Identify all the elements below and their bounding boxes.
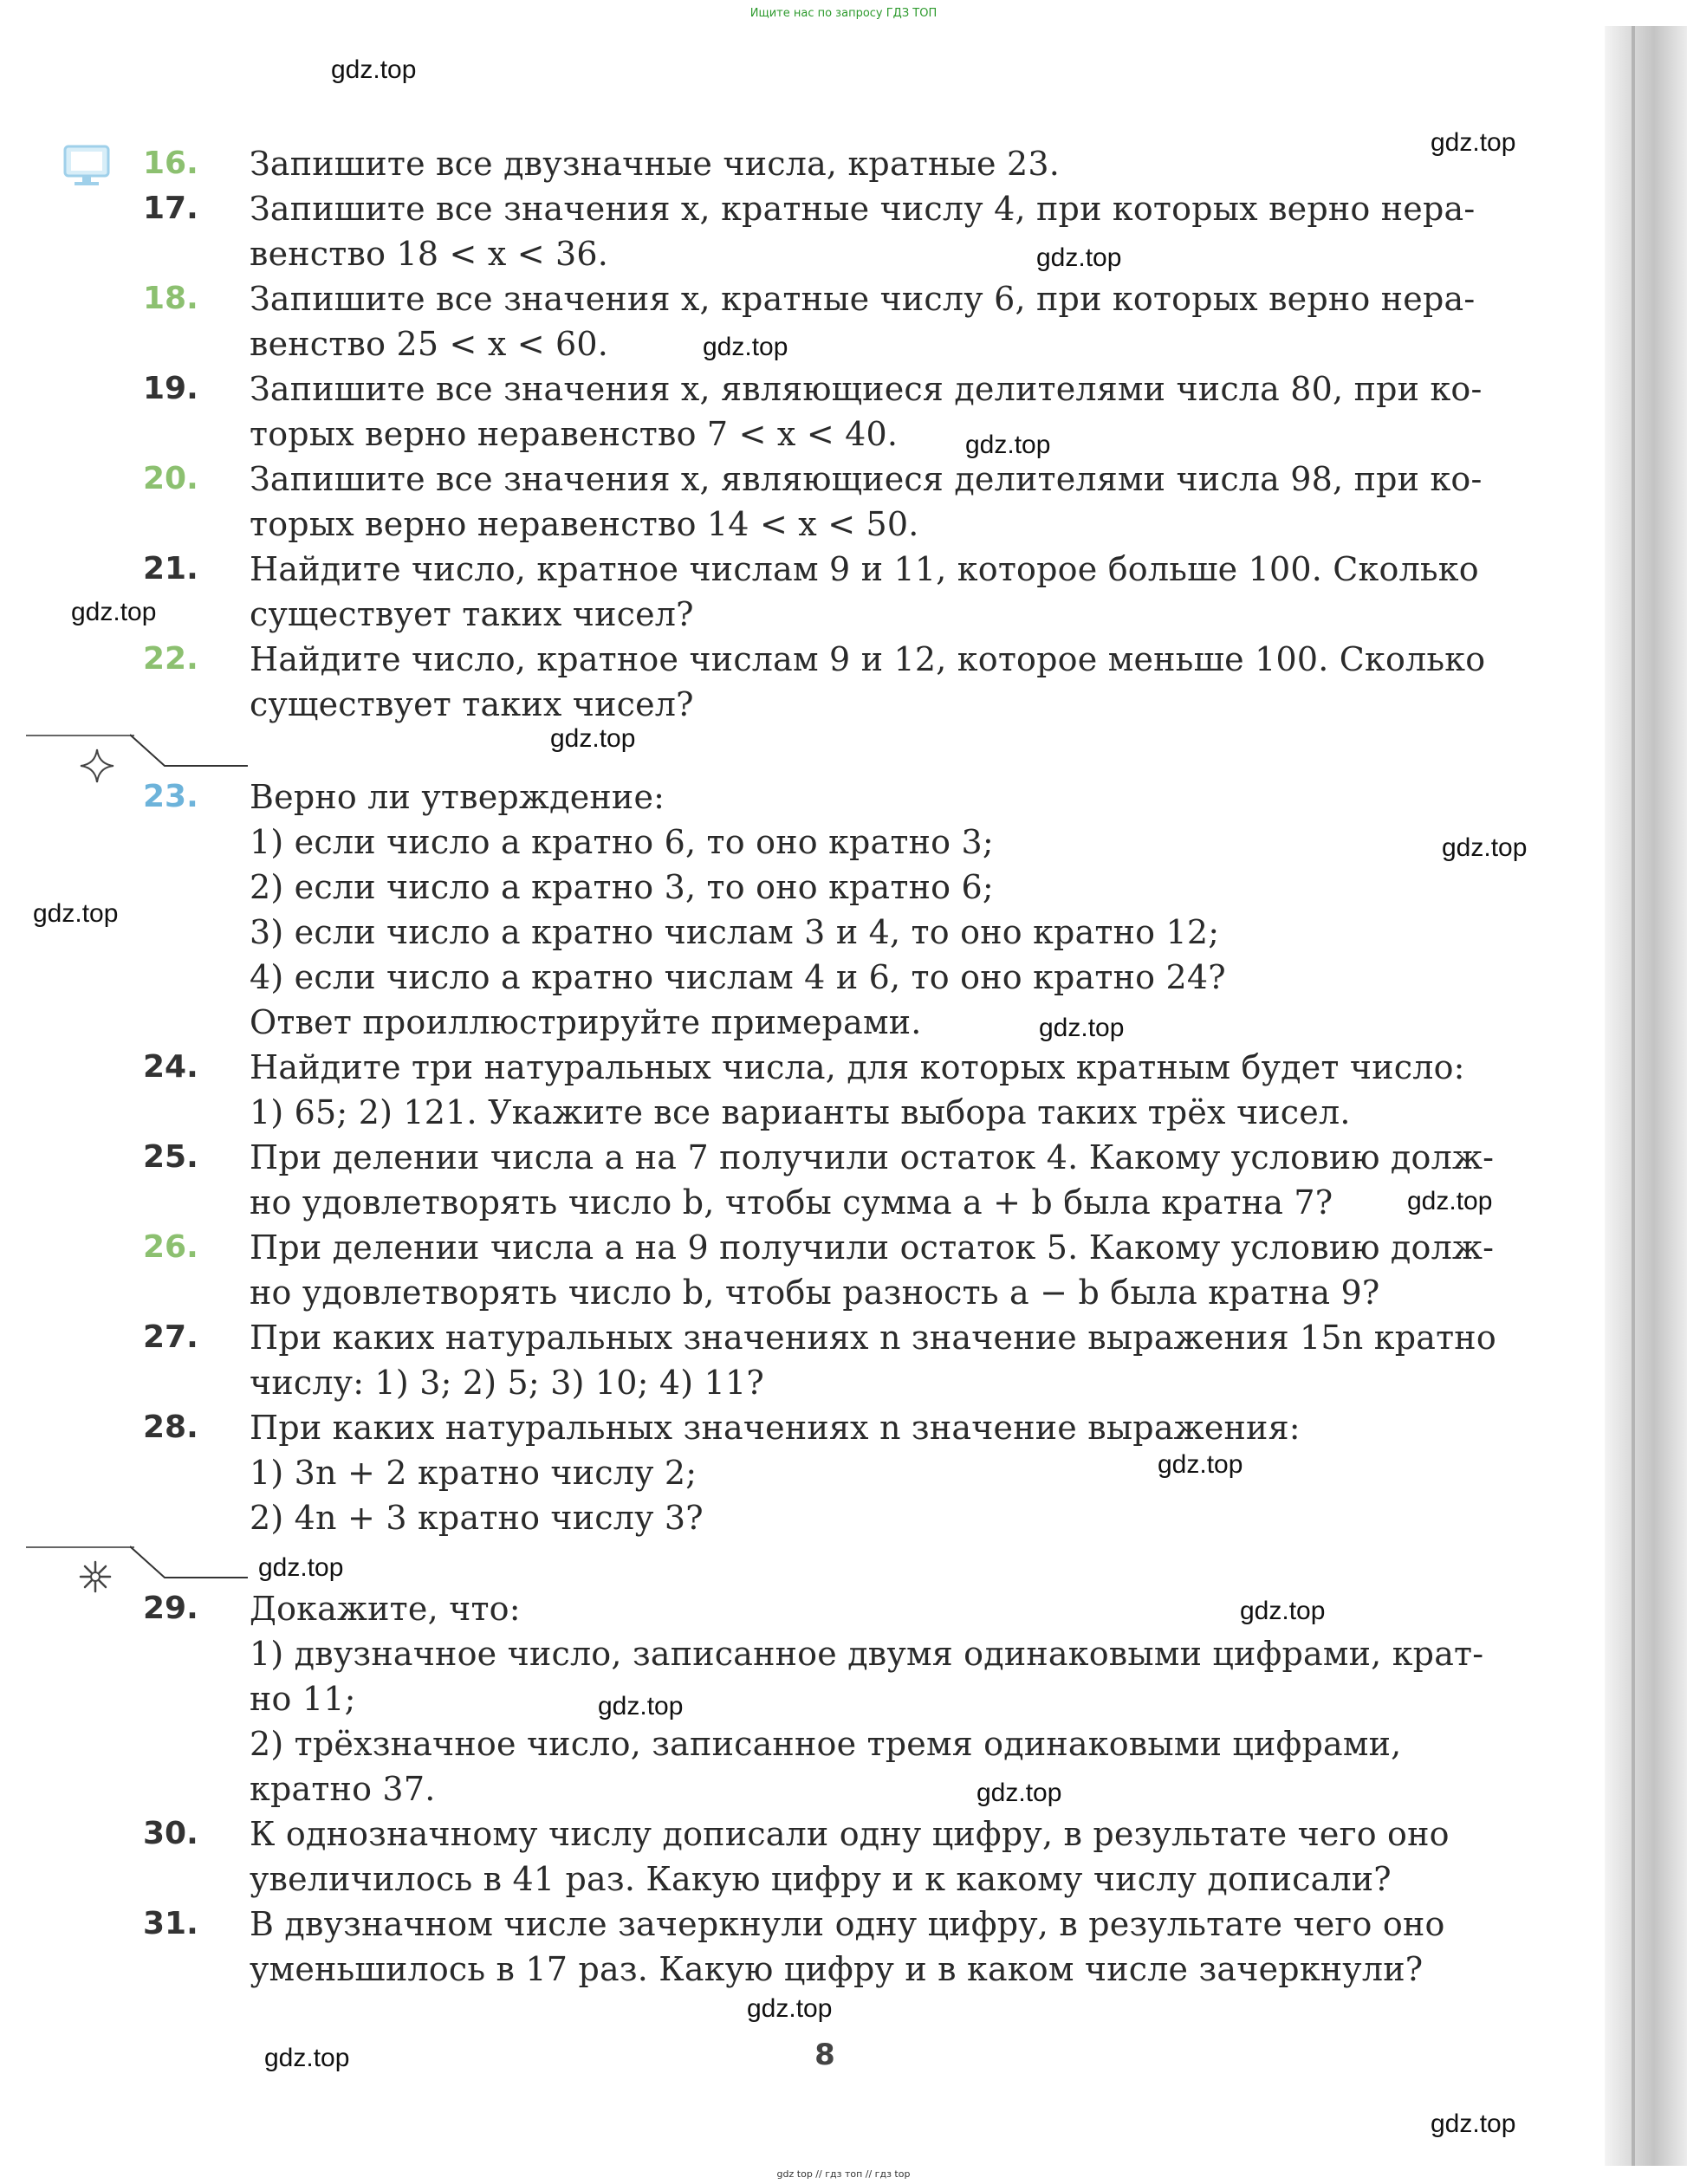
problem-number: 31. bbox=[143, 1906, 198, 1941]
problem-text-line: 3) если число a кратно числам 3 и 4, то оно кратно 12; bbox=[250, 913, 1220, 951]
star-burst-icon bbox=[78, 1559, 113, 1594]
section-divider-top bbox=[26, 735, 134, 736]
watermark: gdz.top bbox=[258, 1553, 344, 1582]
computer-icon bbox=[62, 144, 111, 187]
page-edge-line bbox=[1632, 26, 1635, 2166]
problem-text-line: Запишите все двузначные числа, кратные 23. bbox=[250, 145, 1061, 183]
problem-text-line: Найдите число, кратное числам 9 и 12, которое меньше 100. Сколько bbox=[250, 640, 1486, 678]
problem-text-line: но удовлетворять число b, чтобы разность a − b была кратна 9? bbox=[250, 1273, 1380, 1312]
problem-number: 19. bbox=[143, 371, 198, 406]
divider-bracket bbox=[130, 733, 251, 769]
problem-text-line: При каких натуральных значениях n значение выражения: bbox=[250, 1409, 1301, 1447]
problem-text-line: К однозначному числу дописали одну цифру, в результате чего оно bbox=[250, 1815, 1450, 1853]
problem-text-line: Запишите все значения x, кратные числу 4, при которых верно нера- bbox=[250, 190, 1476, 228]
watermark: gdz.top bbox=[1240, 1597, 1326, 1625]
problem-text-line: торых верно неравенство 14 < x < 50. bbox=[250, 505, 919, 543]
problem-text-line: венство 25 < x < 60. bbox=[250, 325, 609, 363]
problem-number: 20. bbox=[143, 461, 198, 496]
watermark: gdz.top bbox=[747, 1994, 833, 2023]
problem-number: 21. bbox=[143, 551, 198, 587]
watermark: gdz.top bbox=[598, 1692, 684, 1721]
problem-text-line: При каких натуральных значениях n значение выражения 15n кратно bbox=[250, 1319, 1496, 1357]
watermark: gdz.top bbox=[1158, 1450, 1243, 1479]
problem-text-line: 1) двузначное число, записанное двумя одинаковыми цифрами, крат- bbox=[250, 1635, 1484, 1673]
problem-text-line: При делении числа a на 7 получили остаток 4. Какому условию долж- bbox=[250, 1138, 1495, 1176]
problem-number: 23. bbox=[143, 779, 198, 814]
problem-text-line: уменьшилось в 17 раз. Какую цифру и в каком числе зачеркнули? bbox=[250, 1950, 1424, 1988]
watermark: gdz.top bbox=[331, 55, 417, 84]
problem-number: 25. bbox=[143, 1139, 198, 1175]
section-divider-top-2 bbox=[26, 1546, 134, 1548]
watermark: gdz.top bbox=[965, 431, 1051, 459]
problem-text-line: При делении числа a на 9 получили остаток 5. Какому условию долж- bbox=[250, 1228, 1495, 1267]
problem-text-line: 1) 3n + 2 кратно числу 2; bbox=[250, 1454, 698, 1492]
problem-text-line: но 11; bbox=[250, 1680, 356, 1718]
watermark: gdz.top bbox=[977, 1779, 1062, 1807]
problem-number: 22. bbox=[143, 641, 198, 677]
problem-text-line: существует таких чисел? bbox=[250, 685, 694, 723]
problem-text-line: Верно ли утверждение: bbox=[250, 778, 665, 816]
problem-number: 27. bbox=[143, 1319, 198, 1355]
problem-text-line: увеличилось в 41 раз. Какую цифру и к какому числу дописали? bbox=[250, 1860, 1392, 1898]
problem-number: 29. bbox=[143, 1591, 198, 1626]
problem-text-line: но удовлетворять число b, чтобы сумма a + b была кратна 7? bbox=[250, 1183, 1333, 1222]
problem-text-line: Докажите, что: bbox=[250, 1590, 521, 1628]
problem-text-line: Найдите число, кратное числам 9 и 11, которое больше 100. Сколько bbox=[250, 550, 1479, 588]
problem-text-line: Запишите все значения x, являющиеся делителями числа 98, при ко- bbox=[250, 460, 1483, 498]
watermark: gdz.top bbox=[550, 724, 636, 753]
problem-text-line: 1) если число a кратно 6, то оно кратно 3; bbox=[250, 823, 994, 861]
diamond-star-icon bbox=[78, 747, 116, 785]
problem-text-line: Ответ проиллюстрируйте примерами. bbox=[250, 1003, 922, 1041]
problem-text-line: кратно 37. bbox=[250, 1770, 436, 1808]
watermark: gdz.top bbox=[264, 2044, 350, 2072]
watermark: gdz.top bbox=[1442, 833, 1528, 862]
watermark: gdz.top bbox=[33, 899, 119, 928]
problem-text-line: 4) если число a кратно числам 4 и 6, то оно кратно 24? bbox=[250, 958, 1226, 996]
problem-text-line: торых верно неравенство 7 < x < 40. bbox=[250, 415, 899, 453]
problem-text-line: существует таких чисел? bbox=[250, 595, 694, 633]
watermark: gdz.top bbox=[1039, 1014, 1125, 1042]
problem-text-line: 2) трёхзначное число, записанное тремя одинаковыми цифрами, bbox=[250, 1725, 1402, 1763]
page-number: 8 bbox=[814, 2038, 835, 2072]
watermark: gdz.top bbox=[1431, 128, 1516, 157]
watermark: gdz.top bbox=[1407, 1187, 1493, 1215]
problem-number: 17. bbox=[143, 191, 198, 226]
problem-number: 18. bbox=[143, 281, 198, 316]
problem-number: 16. bbox=[143, 146, 198, 181]
page-edge-shadow bbox=[1605, 26, 1687, 2166]
problem-text-line: Найдите три натуральных числа, для которых кратным будет число: bbox=[250, 1048, 1465, 1086]
problem-number: 24. bbox=[143, 1049, 198, 1085]
problem-text-line: Запишите все значения x, кратные числу 6, при которых верно нера- bbox=[250, 280, 1476, 318]
problem-number: 30. bbox=[143, 1816, 198, 1851]
problem-text-line: В двузначном числе зачеркнули одну цифру, в результате чего оно bbox=[250, 1905, 1445, 1943]
problem-text-line: венство 18 < x < 36. bbox=[250, 235, 609, 273]
watermark: gdz.top bbox=[71, 598, 157, 626]
problem-text-line: Запишите все значения x, являющиеся делителями числа 80, при ко- bbox=[250, 370, 1483, 408]
problem-number: 28. bbox=[143, 1410, 198, 1445]
header-note: Ищите нас по запросу ГДЗ ТОП bbox=[749, 7, 938, 20]
watermark: gdz.top bbox=[1036, 243, 1122, 272]
problem-text-line: числу: 1) 3; 2) 5; 3) 10; 4) 11? bbox=[250, 1364, 764, 1402]
problem-text-line: 2) 4n + 3 кратно числу 3? bbox=[250, 1499, 704, 1537]
problem-text-line: 1) 65; 2) 121. Укажите все варианты выбора таких трёх чисел. bbox=[250, 1093, 1351, 1131]
problem-number: 26. bbox=[143, 1229, 198, 1265]
watermark: gdz.top bbox=[703, 333, 788, 361]
footer-note: gdz top // гдз топ // гдз top bbox=[776, 2168, 911, 2180]
watermark: gdz.top bbox=[1431, 2109, 1516, 2138]
divider-bracket-2 bbox=[130, 1545, 251, 1581]
problem-text-line: 2) если число a кратно 3, то оно кратно 6; bbox=[250, 868, 994, 906]
